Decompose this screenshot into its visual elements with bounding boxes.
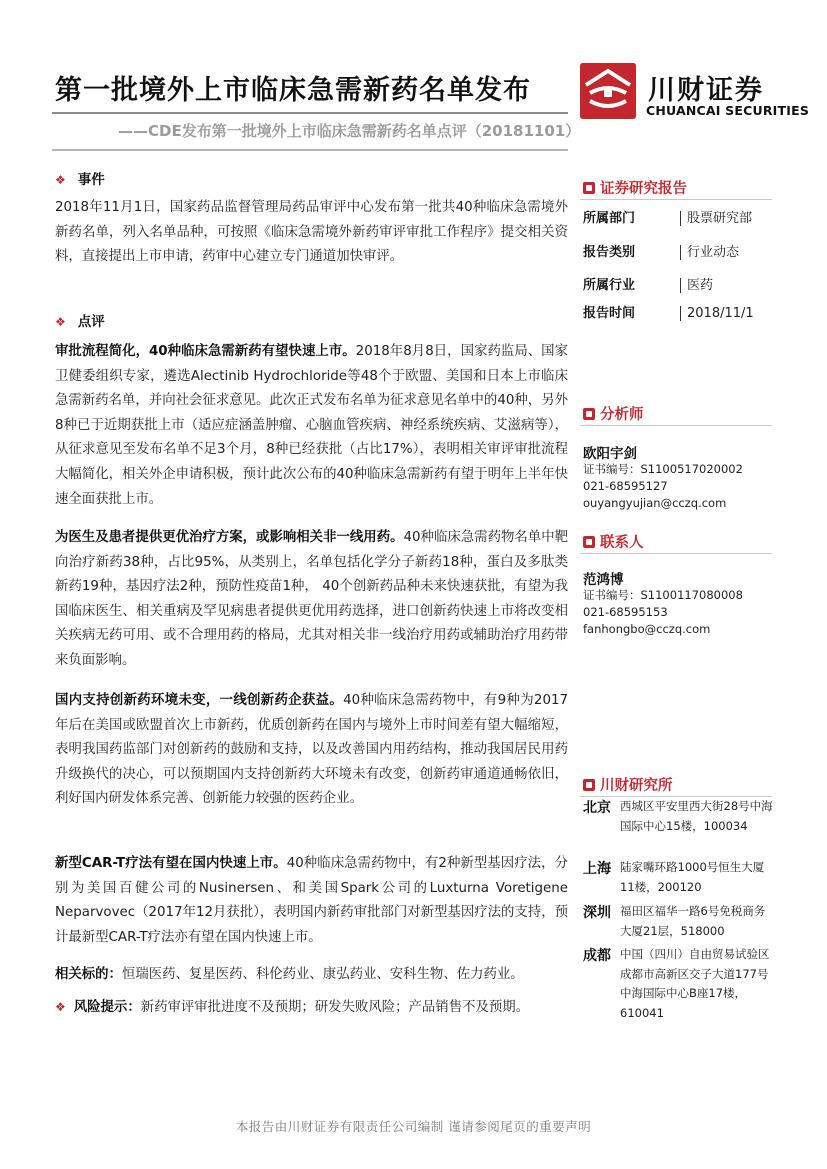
comment-paragraph-3 — [55, 689, 568, 812]
office-address-shanghai: 陆家嘴环路1000号恒生大厦11楼，200120 — [620, 860, 765, 894]
office-city-shanghai: 上海 — [583, 861, 611, 877]
office-address-shenzhen: 福田区福华一路6号免税商务大厦21层，518000 — [620, 904, 766, 938]
red-square-bullet-icon — [583, 182, 595, 194]
contact-phone: 021-68595153 — [583, 605, 668, 619]
paragraph-body: 2018年8月8日，国家药监局、国家卫健委组织专家，遴选Alectinib Hydrochloride等48个于欧盟、美国和日本上市临床急需新药名单，并向社会征求意见。此次正式发布名单为征求意见名单中的40种，另外8种已于近期获批上市（适应症涵盖肿瘤、心脑血管疾病、神经系统疾病、艾滋病等），从征求意见至发布名单不足3个月，8种已经获批（占比17%），表明相关审评审批流程大幅简化，相关外企申请积极，预计此次公布的40种临床急需新药有望于明年上半年快速全面获批上市。 — [55, 344, 568, 507]
sidebar-divider — [580, 199, 772, 200]
risk-body: 新药审评审批进度不及预期；研发失败风险；产品销售不及预期。 — [140, 1000, 530, 1015]
comment-paragraph-4 — [55, 852, 568, 950]
report-type-heading: 证券研究报告 — [583, 177, 687, 198]
analyst-cert: 证书编号：S1100517020002 — [583, 462, 743, 476]
red-square-bullet-icon — [583, 779, 595, 791]
paragraph-body: 恒瑞医药、复星医药、科伦药业、康弘药业、安科生物、佐力药业。 — [121, 967, 524, 982]
page-footer: 本报告由川财证券有限责任公司编制 谨请参阅尾页的重要声明 — [235, 1119, 592, 1134]
office-city-beijing: 北京 — [583, 800, 611, 816]
paragraph-lead: 为医生及患者提供更优治疗方案，或影响相关非一线用药。 — [55, 530, 404, 545]
report-title: 第一批境外上市临床急需新药名单发布 — [55, 75, 531, 106]
sidebar-divider — [580, 425, 772, 426]
risk-lead: 风险提示： — [73, 1000, 141, 1015]
comment-paragraph-1 — [55, 340, 568, 512]
comment-heading: ❖ 点评 — [55, 314, 105, 330]
contact-heading: 联系人 — [583, 531, 644, 552]
red-square-bullet-icon — [583, 536, 595, 548]
contact-cert: 证书编号：S1100117080008 — [583, 588, 743, 602]
analyst-phone: 021-68595127 — [583, 479, 668, 493]
paragraph-body: 40种临床急需药物中，有9种为2017年后在美国或欧盟首次上市新药，优质创新药在国内与境外上市时间差有望大幅缩短，表明我国药监部门对创新药的鼓励和支持，以及改善国内用药结构，推动我国居民用药升级换代的决心，可以预期国内支持创新药大环境未有改变，创新药审通道通畅依旧，利好国内研发体系完善、创新能力较强的医药企业。 — [55, 693, 569, 807]
risk-warning — [55, 995, 568, 1021]
sidebar-divider — [580, 553, 772, 554]
comment-paragraph-2 — [55, 526, 568, 674]
logo-name-cn: 川财证券 — [648, 75, 764, 106]
title-divider — [52, 112, 568, 114]
paragraph-lead: 审批流程简化，40种临床急需新药有望快速上市。 — [55, 344, 356, 359]
info-date: 报告时间 2018/11/1 — [583, 306, 754, 321]
institute-heading: 川财研究所 — [583, 774, 673, 795]
report-subtitle: ——CDE发布第一批境外上市临床急需新药名单点评（20181101） — [118, 122, 581, 140]
subtitle-divider — [52, 149, 568, 151]
event-paragraph: 2018年11月1日，国家药品监督管理局药品审评中心发布第一批共40种临床急需境外新药名单，列入名单品种，可按照《临床急需境外新药审评审批工作程序》提交相关资料，直接提出上市申请，药审中心建立专门通道加快审评。 — [55, 200, 568, 265]
analyst-heading: 分析师 — [583, 403, 644, 424]
event-heading: ❖ 事件 — [55, 172, 105, 188]
office-city-shenzhen: 深圳 — [583, 905, 611, 921]
diamond-bullet-icon: ❖ — [55, 173, 66, 187]
chuancai-logo-icon — [580, 63, 636, 119]
logo-name-en: CHUANCAI SECURITIES — [646, 103, 810, 118]
red-square-bullet-icon — [583, 408, 595, 420]
paragraph-lead: 相关标的： — [55, 967, 122, 982]
office-city-chengdu: 成都 — [583, 948, 611, 964]
office-address-chengdu: 中国（四川）自由贸易试验区成都市高新区交子大道177号中海国际中心B座17楼，610041 — [620, 947, 770, 1020]
paragraph-lead: 新型CAR-T疗法有望在国内快速上市。 — [55, 856, 287, 871]
info-industry: 所属行业 医药 — [583, 278, 714, 293]
paragraph-body: 40种临床急需药物中，有2种新型基因疗法，分别为美国百健公司的Nusinersen、和美国Spark公司的Luxturna Voretigene Neparvovec（2017年12月获批），表明国内新药审批部门对新型基因疗法的支持，预计最新型CAR-T疗法亦有望在国内快速上市。 — [55, 856, 568, 945]
diamond-bullet-icon: ❖ — [55, 315, 66, 329]
paragraph-body: 40种临床急需药物名单中靶向治疗新药38种，占比95%，从类别上，名单包括化学分子新药18种，蛋白及多肽类新药19种，基因疗法2种，预防性疫苗1种， 40个创新药品种未来快速获批，有望为我国临床医生、相关重病及罕见病患者提供更优用药选择，进口创新药快速上市将改变相关疾病无药可用、或不合理用药的格局，尤其对相关非一线治疗用药或辅助治疗用药带来负面影响。 — [55, 530, 568, 668]
related-stocks — [55, 963, 568, 988]
info-department: 所属部门 股票研究部 — [583, 211, 753, 226]
paragraph-lead: 国内支持创新药环境未变，一线创新药企获益。 — [55, 693, 344, 708]
office-address-beijing: 西城区平安里西大街28号中海国际中心15楼，100034 — [620, 799, 773, 833]
contact-email[interactable]: fanhongbo@cczq.com — [583, 622, 711, 636]
diamond-bullet-icon: ❖ — [55, 1000, 66, 1014]
contact-name: 范鸿博 — [583, 572, 624, 588]
analyst-email[interactable]: ouyangyujian@cczq.com — [583, 496, 727, 510]
info-category: 报告类别 行业动态 — [583, 245, 740, 260]
analyst-name: 欧阳宇剑 — [583, 446, 637, 462]
